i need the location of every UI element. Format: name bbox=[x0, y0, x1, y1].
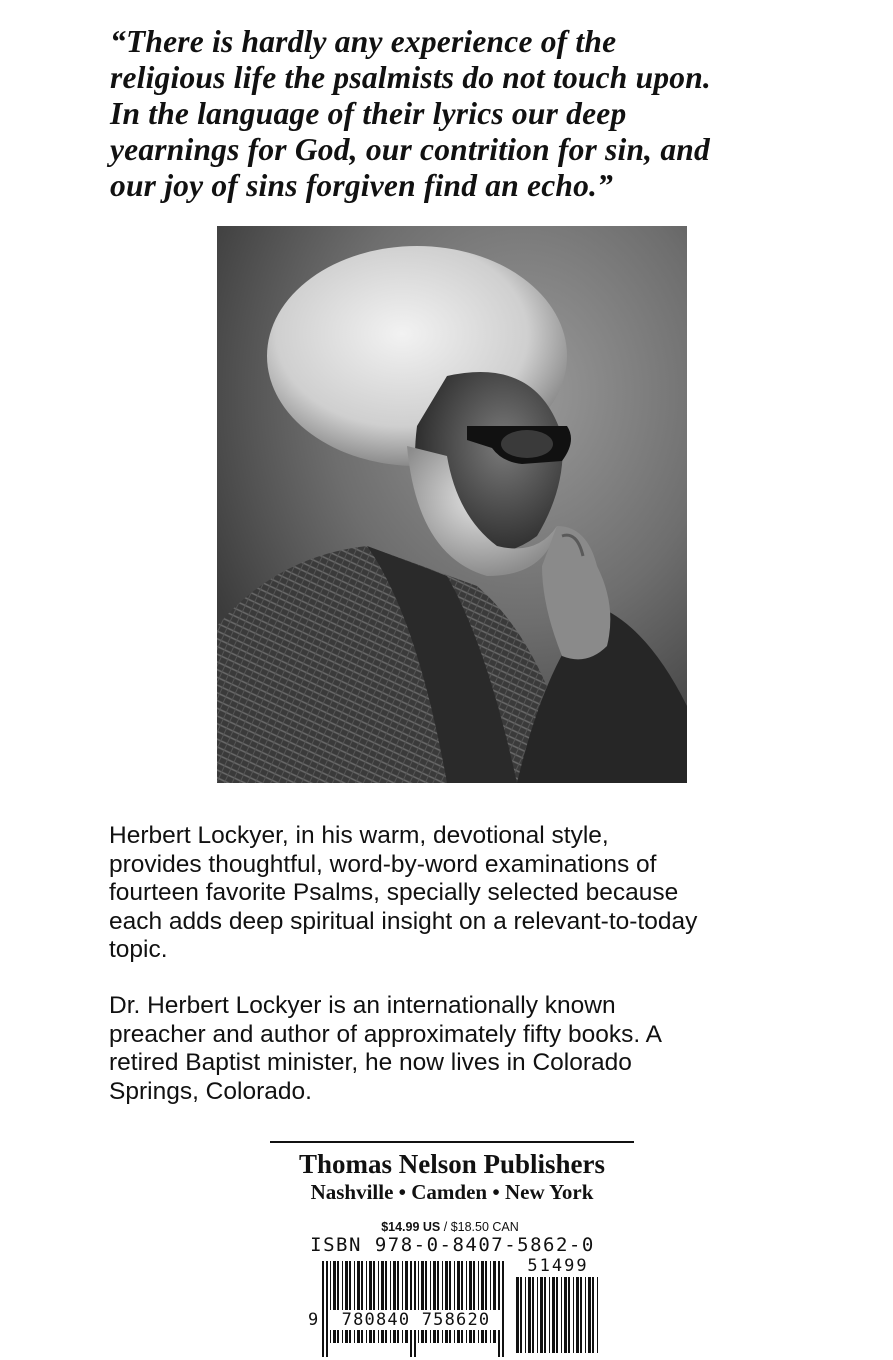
barcode-guard-bar bbox=[414, 1261, 416, 1357]
barcode-bar bbox=[473, 1261, 475, 1343]
price-can: $18.50 CAN bbox=[450, 1220, 519, 1234]
barcode-bar bbox=[525, 1277, 526, 1353]
barcode-bar bbox=[405, 1261, 408, 1343]
barcode-bar bbox=[573, 1277, 574, 1353]
barcode-guard-bar bbox=[326, 1261, 328, 1357]
barcode-bar bbox=[540, 1277, 543, 1353]
quote-line: our joy of sins forgiven find an echo.” bbox=[110, 168, 614, 203]
barcode-bar bbox=[537, 1277, 538, 1353]
author-bio bbox=[109, 992, 809, 1106]
author-portrait bbox=[217, 226, 687, 783]
barcode-bar bbox=[354, 1261, 355, 1343]
barcode-bar bbox=[528, 1277, 531, 1353]
barcode-bar bbox=[442, 1261, 443, 1343]
barcode-bar bbox=[337, 1261, 339, 1343]
barcode-bar bbox=[568, 1277, 570, 1353]
barcode-bar bbox=[561, 1277, 562, 1353]
description-line: provides thoughtful, word-by-word examinations of bbox=[109, 850, 657, 878]
publisher-cities: Nashville • Camden • New York bbox=[310, 1180, 594, 1204]
barcode-bar bbox=[385, 1261, 387, 1343]
barcode-guard-bar bbox=[322, 1261, 324, 1357]
quote-line: yearnings for God, our contrition for sin, and bbox=[110, 132, 710, 167]
barcode-bar bbox=[418, 1261, 419, 1343]
price-separator: / bbox=[440, 1220, 451, 1234]
barcode-bar bbox=[402, 1261, 403, 1343]
price-us: $14.99 US bbox=[381, 1220, 441, 1234]
description-line: fourteen favorite Psalms, specially selected because bbox=[109, 879, 679, 907]
barcode-bar bbox=[490, 1261, 491, 1343]
barcode-bar bbox=[544, 1277, 546, 1353]
barcode-bar bbox=[366, 1261, 367, 1343]
barcode-bar bbox=[333, 1261, 336, 1343]
bio-line: preacher and author of approximately fifty books. A bbox=[109, 1020, 662, 1048]
portrait-illustration bbox=[217, 226, 687, 783]
barcode-bar bbox=[478, 1261, 479, 1343]
barcode-bar bbox=[425, 1261, 427, 1343]
description-line: each adds deep spiritual insight on a relevant-to-today bbox=[109, 907, 698, 935]
price-line bbox=[300, 1219, 600, 1235]
barcode-bar bbox=[449, 1261, 451, 1343]
description-line: Herbert Lockyer, in his warm, devotional style, bbox=[109, 822, 609, 849]
barcode-bar bbox=[597, 1277, 598, 1353]
barcode-bar bbox=[437, 1261, 439, 1343]
barcode-addon-digits: 51499 bbox=[527, 1256, 589, 1276]
barcode-bar bbox=[457, 1261, 460, 1343]
barcode-bar bbox=[421, 1261, 424, 1343]
barcode-bar bbox=[552, 1277, 555, 1353]
barcode-bar bbox=[588, 1277, 591, 1353]
barcode-bar bbox=[357, 1261, 360, 1343]
barcode-bar bbox=[433, 1261, 436, 1343]
isbn-label: ISBN 978-0-8407-5862-0 bbox=[310, 1234, 595, 1256]
barcode-guard-bar bbox=[410, 1261, 412, 1357]
bio-line: Dr. Herbert Lockyer is an internationally known bbox=[109, 992, 616, 1019]
quote-line: “There is hardly any experience of the bbox=[110, 24, 617, 59]
barcode-lead-digit: 9 bbox=[308, 1310, 319, 1330]
barcode-guard-bar bbox=[502, 1261, 504, 1357]
quote-line: religious life the psalmists do not touch upon. bbox=[110, 60, 712, 95]
barcode-bar bbox=[556, 1277, 558, 1353]
barcode-bar bbox=[349, 1261, 351, 1343]
bio-line: Springs, Colorado. bbox=[109, 1077, 312, 1105]
barcode-bar bbox=[580, 1277, 582, 1353]
barcode-bar bbox=[390, 1261, 391, 1343]
barcode-bar bbox=[516, 1277, 519, 1353]
barcode-bar bbox=[520, 1277, 522, 1353]
barcode-bar bbox=[345, 1261, 348, 1343]
barcode-bar bbox=[342, 1261, 343, 1343]
barcode-bar bbox=[454, 1261, 455, 1343]
quote-line: In the language of their lyrics our deep bbox=[110, 96, 627, 131]
publisher-divider bbox=[270, 1141, 634, 1143]
barcode-bar bbox=[393, 1261, 396, 1343]
barcode-bar bbox=[532, 1277, 534, 1353]
barcode-main-digits: 780840 758620 bbox=[330, 1310, 502, 1330]
book-description bbox=[109, 822, 809, 965]
barcode-bar bbox=[469, 1261, 472, 1343]
barcode-bar bbox=[445, 1261, 448, 1343]
barcode-bar bbox=[461, 1261, 463, 1343]
barcode-bar bbox=[397, 1261, 399, 1343]
barcode-guard-bar bbox=[498, 1261, 500, 1357]
barcode-bar bbox=[378, 1261, 379, 1343]
barcode-bar bbox=[361, 1261, 363, 1343]
barcode-bar bbox=[485, 1261, 487, 1343]
description-line: topic. bbox=[109, 936, 168, 964]
barcode-bar bbox=[592, 1277, 594, 1353]
barcode-bar bbox=[576, 1277, 579, 1353]
bio-line: retired Baptist minister, he now lives in Colorado bbox=[109, 1049, 632, 1077]
barcode-bar bbox=[430, 1261, 431, 1343]
barcode-bar bbox=[381, 1261, 384, 1343]
barcode-bar bbox=[585, 1277, 586, 1353]
cover-quote bbox=[110, 24, 810, 204]
publisher-name: Thomas Nelson Publishers bbox=[298, 1149, 606, 1179]
barcode-bar bbox=[369, 1261, 372, 1343]
barcode-bar bbox=[493, 1261, 496, 1343]
barcode-bar bbox=[481, 1261, 484, 1343]
barcode-bar bbox=[549, 1277, 550, 1353]
barcode-bar bbox=[373, 1261, 375, 1343]
barcode-bar bbox=[330, 1261, 331, 1343]
barcode-bar bbox=[564, 1277, 567, 1353]
barcode-bar bbox=[466, 1261, 467, 1343]
